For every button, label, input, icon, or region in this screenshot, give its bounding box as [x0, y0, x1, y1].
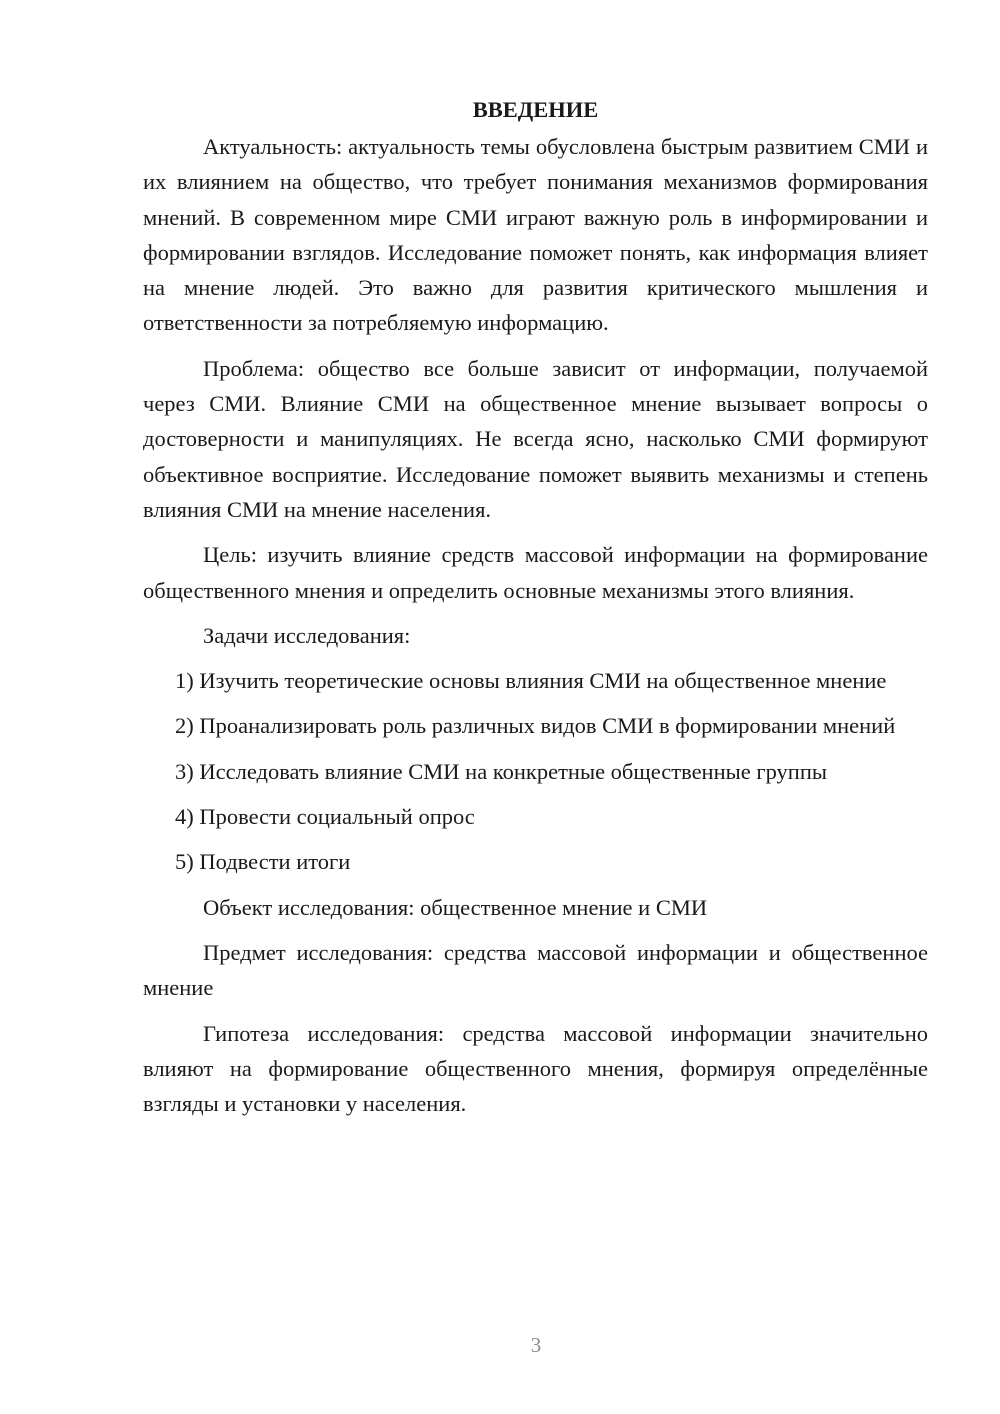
task-item-3: 3) Исследовать влияние СМИ на конкретные общественные группы: [175, 758, 827, 784]
section-title: ВВЕДЕНИЕ: [472, 97, 599, 122]
page-number: 3: [530, 1333, 542, 1357]
document-page: [143, 92, 928, 1131]
task-item-2: 2) Проанализировать роль различных видов СМИ в формировании мнений: [175, 713, 896, 739]
hypothesis-paragraph: Гипотеза исследования: средства массовой информации значительно влияют на формирование общественного мнения, формируя определённые взгляды и установки у населения.: [143, 1020, 928, 1117]
goal-paragraph: Цель: изучить влияние средств массовой информации на формирование общественного мнения и определить основные механизмы этого влияния.: [143, 542, 928, 603]
relevance-paragraph: Актуальность: актуальность темы обусловлена быстрым развитием СМИ и их влиянием на общество, что требует понимания механизмов формирования мнений. В современном мире СМИ играют важную роль в информировании и формировании взглядов. Исследование поможет понять, как информация влияет на мнение людей. Это важно для развития критического мышления и ответственности за потребляемую информацию.: [143, 134, 928, 336]
tasks-heading: Задачи исследования:: [203, 622, 411, 648]
task-item-4: 4) Провести социальный опрос: [175, 804, 475, 830]
subject-paragraph: Предмет исследования: средства массовой информации и общественное мнение: [143, 939, 928, 1001]
problem-paragraph: Проблема: общество все больше зависит от информации, получаемой через СМИ. Влияние СМИ на общественное мнение вызывает вопросы о достоверности и манипуляциях. Не всегда ясно, насколько СМИ формируют объективное восприятие. Исследование поможет выявить механизмы и степень влияния СМИ на мнение населения.: [143, 355, 928, 522]
task-item-5: 5) Подвести итоги: [175, 849, 351, 875]
object-paragraph: Объект исследования: общественное мнение и СМИ: [203, 894, 708, 920]
task-item-1: 1) Изучить теоретические основы влияния СМИ на общественное мнение: [175, 668, 887, 694]
